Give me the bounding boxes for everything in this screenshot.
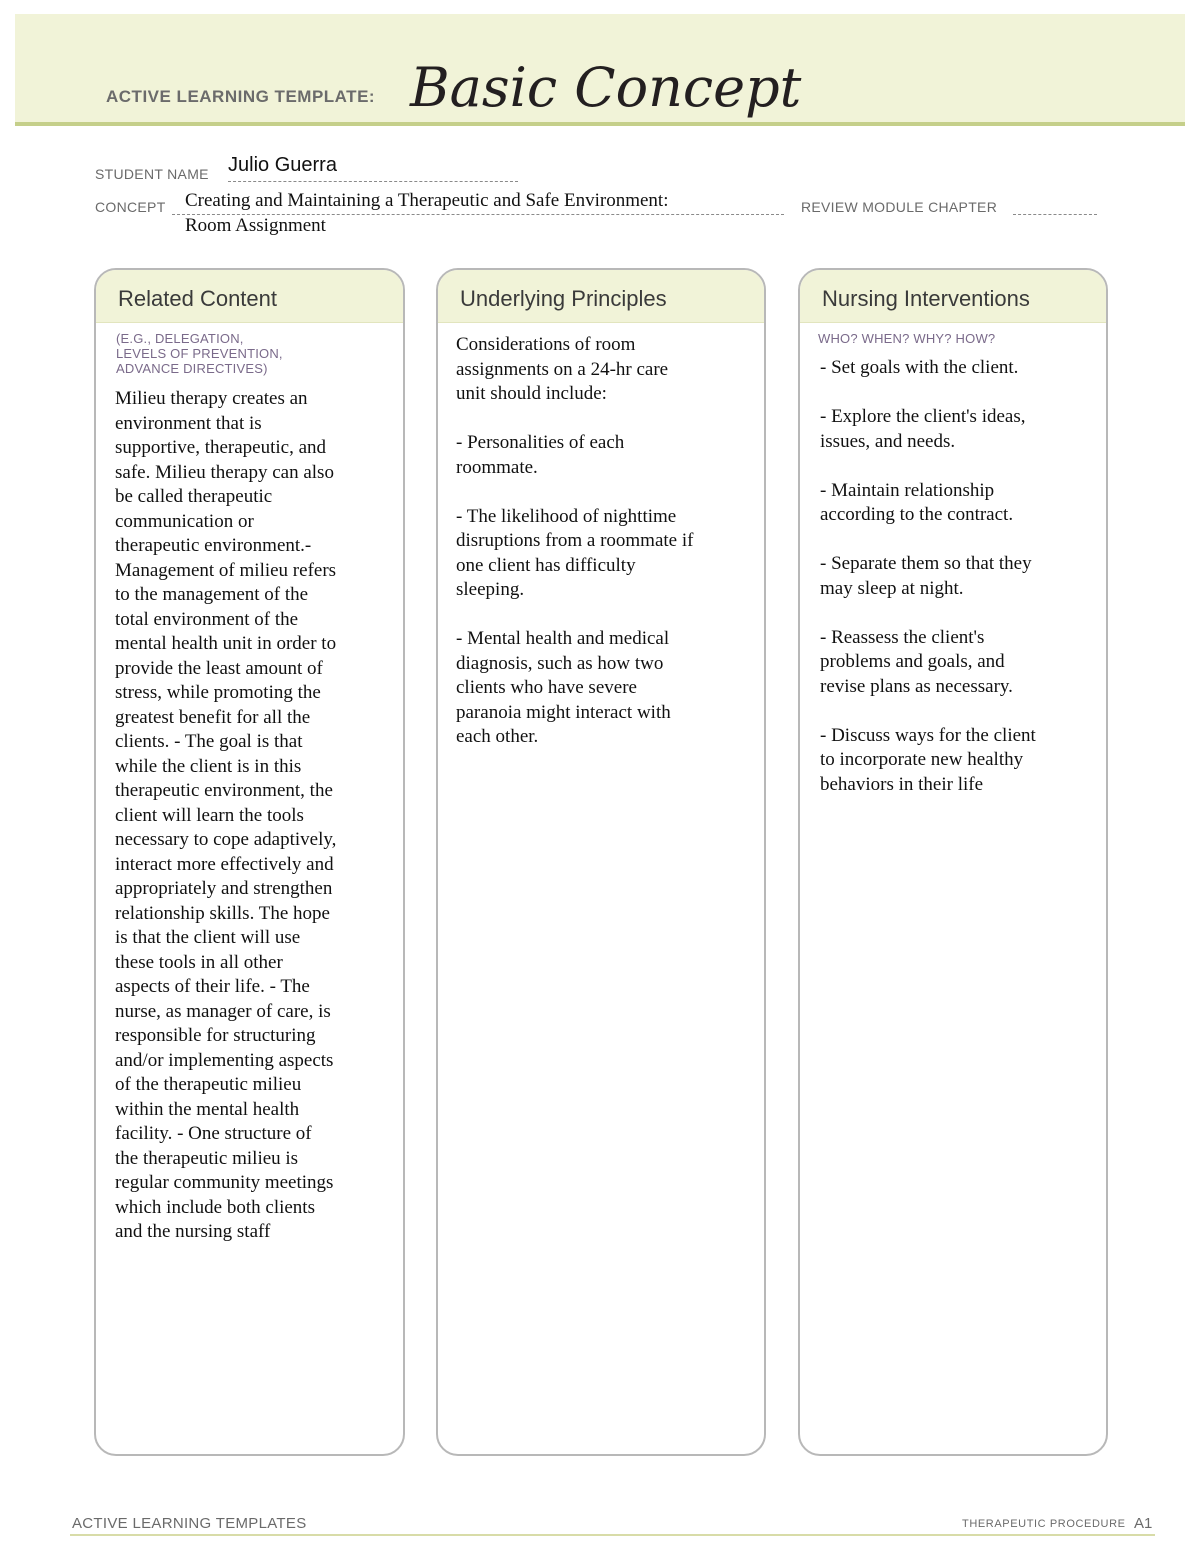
template-title: Basic Concept <box>410 56 802 119</box>
concept-label: CONCEPT <box>95 199 166 215</box>
footer-page-code: A1 <box>1134 1515 1153 1532</box>
footer-rule <box>70 1534 1155 1536</box>
footer-right-label: THERAPEUTIC PROCEDURE <box>962 1518 1126 1530</box>
related-content-text[interactable]: Milieu therapy creates an environment that is supportive, therapeutic, and safe. Milieu therapy can also be called therapeutic communication or therapeutic environment.- Management of milieu refers to the management of the total environment of the mental health unit in order to provide the least amount of stress, while promoting the greatest benefit for all the clients. - The goal is that while the client is in this therapeutic environment, the client will learn the tools necessary to cope adaptively, interact more effectively and appropriately and strengthen relationship skills. The hope is that the client will use these tools in all other aspects of their life. - The nurse, as manager of care, is responsible for structuring and/or implementing aspects of the therapeutic milieu within the mental health facility. - One structure of the therapeutic milieu is regular community meetings which include both clients and the nursing staff <box>115 388 337 1242</box>
nursing-interventions-panel <box>798 268 1108 1456</box>
nursing-interventions-title: Nursing Interventions <box>822 286 1030 311</box>
related-content-subtitle: (E.G., DELEGATION, LEVELS OF PREVENTION, ADVANCE DIRECTIVES) <box>116 331 283 376</box>
nursing-interventions-subtitle: WHO? WHEN? WHY? HOW? <box>818 331 996 346</box>
underlying-principles-text[interactable]: Considerations of room assignments on a 24-hr care unit should include: - Personalities of each roommate. - The likelihood of nighttime disruptions from a roommate if one client has difficulty sleeping. - Mental health and medical diagnosis, such as how two clients who have severe paranoia might interact with each other. <box>456 334 694 747</box>
review-module-underline <box>1013 214 1097 215</box>
template-label: ACTIVE LEARNING TEMPLATE: <box>106 87 376 106</box>
review-module-label: REVIEW MODULE CHAPTER <box>801 199 998 215</box>
underlying-principles-panel <box>436 268 766 1456</box>
student-name-underline <box>228 181 518 182</box>
student-name-label: STUDENT NAME <box>95 166 209 182</box>
related-content-title: Related Content <box>118 286 277 311</box>
underlying-principles-title: Underlying Principles <box>460 286 667 311</box>
header-rule <box>15 122 1185 126</box>
footer-left-label: ACTIVE LEARNING TEMPLATES <box>72 1515 307 1532</box>
concept-field-line2[interactable]: Room Assignment <box>185 215 326 236</box>
related-content-panel <box>94 268 405 1456</box>
student-name-field[interactable]: Julio Guerra <box>228 154 337 176</box>
nursing-interventions-text[interactable]: - Set goals with the client. - Explore the client's ideas, issues, and needs. - Maintain relationship according to the contract. - Separate them so that they may sleep at night. - Reassess the client's problems and goals, and revise plans as necessary. - Discuss ways for the client to incorporate new healthy behaviors in their life <box>820 357 1036 795</box>
concept-field-line1[interactable]: Creating and Maintaining a Therapeutic and Safe Environment: <box>185 190 669 211</box>
